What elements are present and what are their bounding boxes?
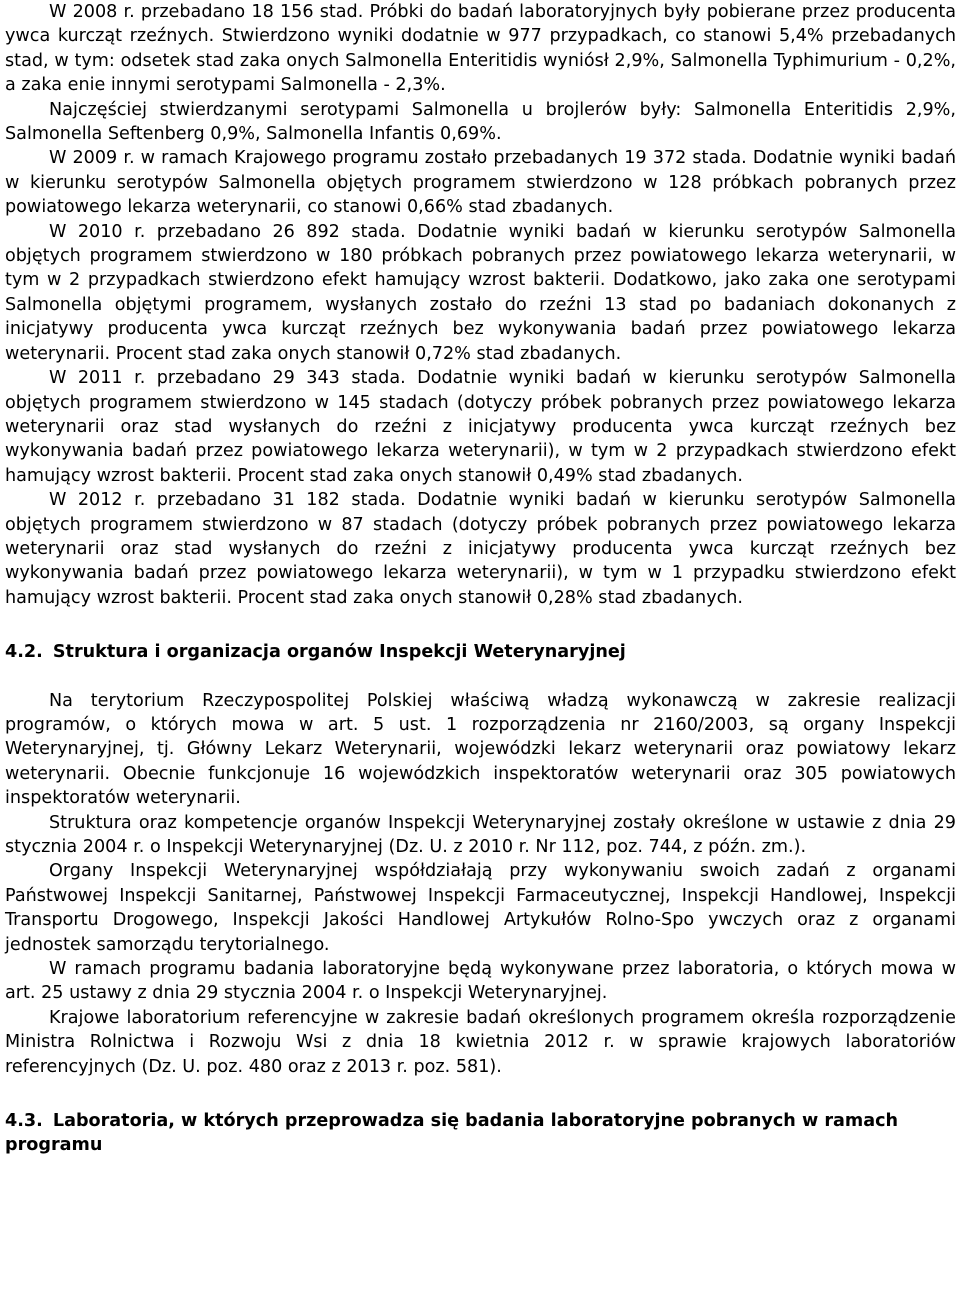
paragraph-2011: W 2011 r. przebadano 29 343 stada. Dodatnie wyniki badań w kierunku serotypów Salmonella objętych programem stwierdzono w 145 stadach (dotyczy próbek pobranych przez powiatowego lekarza weterynarii oraz stad wysłanych do rzeźni z inicjatywy producenta ywca kurcząt rzeźnych bez wykonywania badań przez powiatowego lekarza weterynarii), w tym w 2 przypadkach stwierdzono efekt hamujący wzrost bakterii. Procent stad zaka onych stanowił 0,49% stad zbadanych. (5, 368, 956, 486)
section-title: Struktura i organizacja organów Inspekcji Weterynaryjnej (52, 642, 626, 663)
paragraph-2010: W 2010 r. przebadano 26 892 stada. Dodatnie wyniki badań w kierunku serotypów Salmonella objętych programem stwierdzono w 180 próbkach pobranych przez powiatowego lekarza weterynarii, w tym w 2 przypadkach stwierdzono efekt hamujący wzrost bakterii. Dodatkowo, jako zaka one serotypami Salmonella objętymi programem, wysłanych zostało do rzeźni 13 stad po badaniach dokonanych z inicjatywy producenta ywca kurcząt rzeźnych bez wykonywania badań przez powiatowego lekarza weterynarii. Procent stad zaka onych stanowił 0,72% stad zbadanych. (5, 221, 956, 364)
section-heading-4-2 (5, 640, 956, 664)
paragraph-2008: W 2008 r. przebadano 18 156 stad. Próbki do badań laboratoryjnych były pobierane przez producenta ywca kurcząt rzeźnych. Stwierdzono wyniki dodatnie w 977 przypadkach, co stanowi 5,4% przebadanych stad, w tym: odsetek stad zaka onych Salmonella Enteritidis wyniósł 2,9%, Salmonella Typhimurium - 0,2%, a zaka enie innymi serotypami Salmonella - 2,3%. (5, 2, 956, 96)
paragraph-cooperation: Organy Inspekcji Weterynaryjnej współdziałają przy wykonywaniu swoich zadań z organami Państwowej Inspekcji Sanitarnej, Państwowej Inspekcji Farmaceutycznej, Inspekcji Handlowej, Inspekcji Transportu Drogowego, Inspekcji Jakości Handlowej Artykułów Rolno-Spo ywczych oraz z organami jednostek samorządu terytorialnego. (5, 861, 956, 955)
paragraph-reference-laboratory: Krajowe laboratorium referencyjne w zakresie badań określonych programem określa rozporządzenie Ministra Rolnictwa i Rozwoju Wsi z dnia 18 kwietnia 2012 r. w sprawie krajowych laboratoriów referencyjnych (Dz. U. poz. 480 oraz z 2013 r. poz. 581). (5, 1007, 956, 1077)
paragraph-laboratory-tests: W ramach programu badania laboratoryjne będą wykonywane przez laboratoria, o których mowa w art. 25 ustawy z dnia 29 stycznia 2004 r. o Inspekcji Weterynaryjnej. (5, 959, 956, 1004)
section-number: 4.2. (5, 642, 43, 663)
section-number: 4.3. (5, 1111, 43, 1132)
section-heading-4-3 (5, 1109, 956, 1158)
paragraph-2009: W 2009 r. w ramach Krajowego programu zostało przebadanych 19 372 stada. Dodatnie wyniki badań w kierunku serotypów Salmonella objętych programem stwierdzono w 128 próbkach pobranych przez powiatowego lekarza weterynarii, co stanowi 0,66% stad zbadanych. (5, 148, 956, 218)
paragraph-2012: W 2012 r. przebadano 31 182 stada. Dodatnie wyniki badań w kierunku serotypów Salmonella objętych programem stwierdzono w 87 stadach (dotyczy próbek pobranych przez powiatowego lekarza weterynarii oraz stad wysłanych do rzeźni z inicjatywy producenta ywca kurcząt rzeźnych bez wykonywania badań przez powiatowego lekarza weterynarii), w tym w 1 przypadku stwierdzono efekt hamujący wzrost bakterii. Procent stad zaka onych stanowił 0,28% stad zbadanych. (5, 490, 956, 608)
paragraph-serotypes-broilers: Najczęściej stwierdzanymi serotypami Salmonella u brojlerów były: Salmonella Enteritidis 2,9%, Salmonella Seftenberg 0,9%, Salmonella Infantis 0,69%. (5, 99, 956, 145)
paragraph-structure-competences: Struktura oraz kompetencje organów Inspekcji Weterynaryjnej zostały określone w ustawie z dnia 29 stycznia 2004 r. o Inspekcji Weterynaryjnej (Dz. U. z 2010 r. Nr 112, poz. 744, z późn. zm.). (5, 812, 956, 857)
paragraph-competent-authority: Na terytorium Rzeczypospolitej Polskiej właściwą władzą wykonawczą w zakresie realizacji programów, o których mowa w art. 5 ust. 1 rozporządzenia nr 2160/2003, są organy Inspekcji Weterynaryjnej, tj. Główny Lekarz Weterynarii, wojewódzki lekarz weterynarii oraz powiatowy lekarz weterynarii. Obecnie funkcjonuje 16 wojewódzkich inspektoratów weterynarii oraz 305 powiatowych inspektoratów weterynarii. (5, 690, 956, 809)
section-title: Laboratoria, w których przeprowadza się badania laboratoryjne pobranych w ramach programu (5, 1111, 899, 1156)
